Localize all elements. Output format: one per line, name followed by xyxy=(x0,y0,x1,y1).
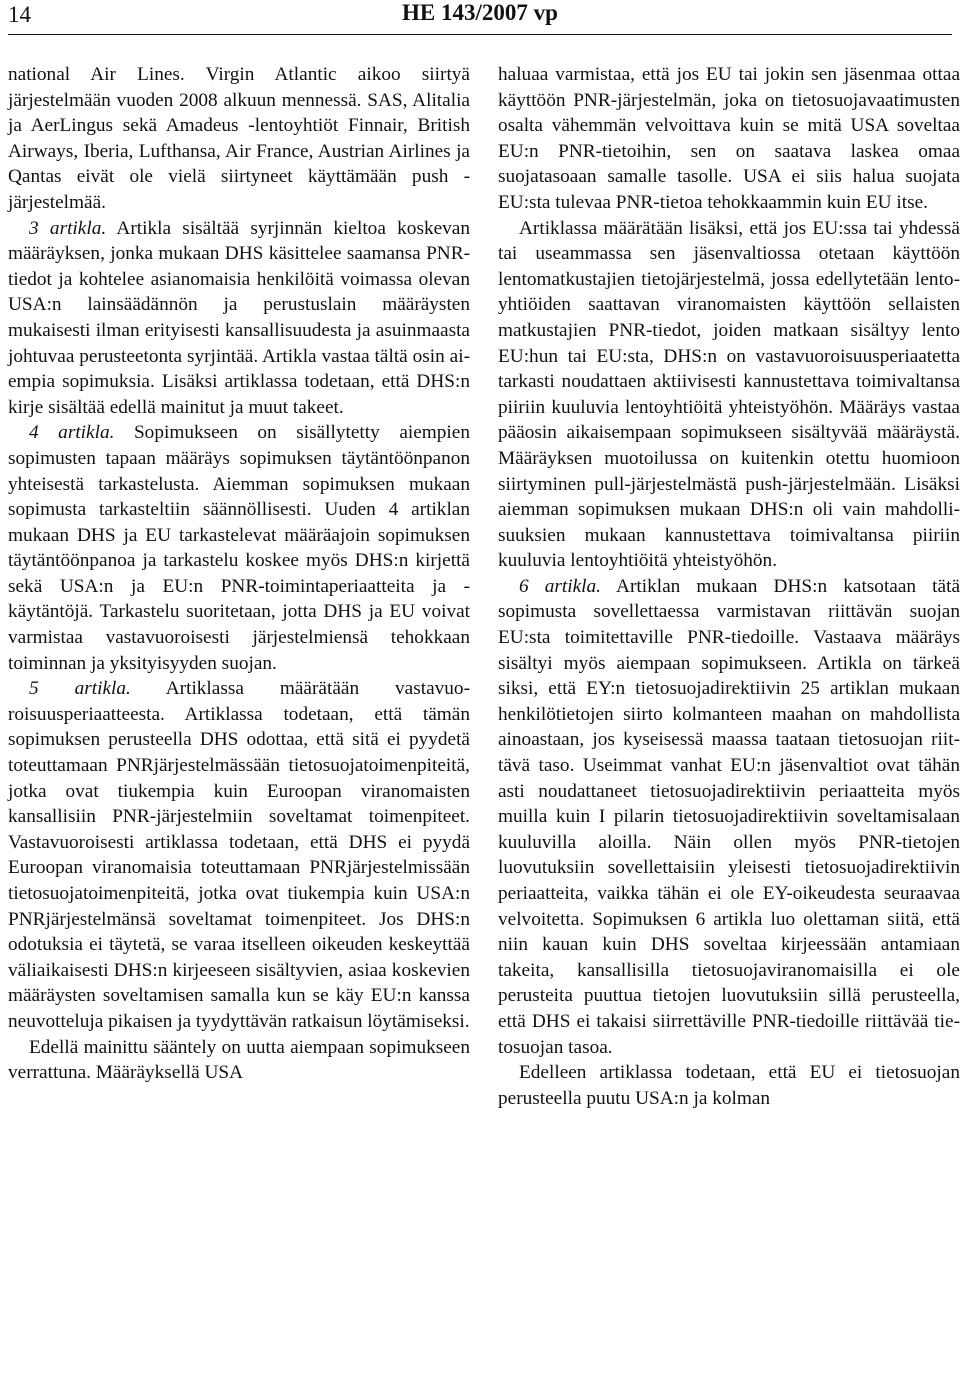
article-heading: 5 artikla. xyxy=(29,678,131,700)
paragraph-text: haluaa varmistaa, että jos EU tai jokin sen jäsenmaa ottaa käyttöön PNR-järjestelmän, joka on tietosuojavaatimusten osalta vähemmän velvoittava kuin se mitä USA soveltaa EU:n PNR-tietoihin, sen on saatava laskea omaa suojatasoaan samalle tasolle. USA ei siis halua suojata EU:sta tulevaa PNR-tietoa tehokkaammin kuin EU itse. xyxy=(498,64,960,213)
paragraph-text: Artikla sisältää syrjinnän kieltoa koskevan määräyksen, jonka mukaan DHS käsittelee saamansa PNR-tiedot ja kohtelee asianomaisia henkilöitä voimassa olevan USA:n lainsäädännön ja perustuslain määräysten mukaisesti ilman erityisesti kansallisuudesta ja asuinmaasta johtuvaa perusteetonta syrjintää. Artikla vastaa tältä osin aiempia sopimuksia. Lisäksi artiklassa todetaan, että DHS:n kirje sisältää edellä mainitut ja muut takeet. xyxy=(8,217,470,418)
document-id: HE 143/2007 vp xyxy=(402,0,558,25)
paragraph xyxy=(8,676,470,1034)
page-header xyxy=(0,0,960,44)
paragraph xyxy=(8,420,470,676)
continued-paragraph xyxy=(498,62,960,216)
paragraph-text: Artiklassa määrätään lisäksi, että jos EU:ssa tai yhdessä tai useammassa sen jäsenvaltiossa otetaan käyttöön lentomatkustajien tietojärjestelmä, jossa edellytetään lentoyhtiöiden saattavan viranomaisten käyttöön sellaisten matkustajien PNR-tiedot, joiden matkaan sisältyy lento EU:hun tai EU:sta, DHS:n on vastavuoroisuusperiaatetta tarkasti noudattaen aktiivisesti kannustettava toimivaltansa piiriin kuuluvia lentoyhtiöitä yhteistyöhön. Määräys vastaa pääosin aikaisempaan sopimukseen sisältyvää määräystä. Määräyksen muotoilussa on kuitenkin otettu huomioon siirtyminen pull-järjestelmästä push-järjestelmään. Lisäksi aiemman sopimuksen mukaan DHS:n oli vain mahdollisuuksien mukaan kannustettava toimivaltansa piiriin kuuluvia lentoyhtiöitä yhteistyöhön. xyxy=(498,217,960,572)
article-heading: 4 artikla. xyxy=(29,422,115,444)
paragraph xyxy=(8,216,470,421)
page-number: 14 xyxy=(8,2,31,27)
paragraph-text: Artiklan mukaan DHS:n katsotaan tätä sopimusta sovellettaessa varmistavan riittävän suojan EU:sta toimitettaville PNR-tiedoille. Vastaava määräys sisältyi myös aiempaan sopimukseen. Artikla on tärkeä siksi, että EY:n tietosuojadirektiivin 25 artiklan mukaan henkilötietojen siirto kolmanteen maahan on mahdollista ainoastaan, jos kyseisessä maassa taataan tietosuojan riittävä taso. Useimmat vanhat EU:n jäsenvaltiot ovat tähän asti noudattaneet tietosuojadirektiivin periaatteita myös muilla kuin I pilarin tietosuojadirektiivin soveltamisalaan kuuluvilla aloilla. Näin ollen myös PNR-tietojen luovutuksiin sovellettaisiin yleisesti tietosuojadirektiivin periaatteita, vaikka tähän ei ole EY-oikeudesta seuraavaa velvoitetta. Sopimuksen 6 artikla luo olettaman siitä, että niin kauan kuin DHS soveltaa kirjeessään antamiaan takeita, kansallisilla tietosuojaviranomaisilla ei ole perusteita puuttua tietojen luovutuksiin sillä perusteella, että DHS ei takaisi siirrettäville PNR-tiedoille riittävää tietosuojan tasoa. xyxy=(498,575,960,1058)
continued-paragraph xyxy=(8,62,470,216)
paragraph xyxy=(498,1060,960,1111)
paragraph-text: national Air Lines. Virgin Atlantic aikoo siirtyä järjestelmään vuoden 2008 alkuun mennessä. SAS, Alitalia ja AerLingus sekä Amadeus -lentoyhtiöt Finnair, British Airways, Iberia, Lufthansa, Air France, Austrian Airlines ja Qantas eivät ole vielä siirtyneet käyttämään push -järjestelmää. xyxy=(8,64,470,213)
paragraph-text: Sopimukseen on sisällytetty aiempien sopimusten tapaan määräys sopimuksen täytäntöönpanon yhteisestä tarkastelusta. Aiemman sopimuksen mukaan sopimusta tarkasteltiin säännöllisesti. Uuden 4 artiklan mukaan DHS ja EU tarkastelevat määräajoin sopimuksen täytäntöönpanoa ja tarkastelu koskee myös DHS:n kirjettä sekä USA:n ja EU:n PNR-toimintaperiaatteita ja -käytäntöjä. Tarkastelu suoritetaan, jotta DHS ja EU voivat varmistaa vastavuoroisesti järjestelmiensä tehokkaan toiminnan ja yksityisyyden suojan. xyxy=(8,422,470,674)
right-column xyxy=(498,62,960,1111)
paragraph xyxy=(8,1035,470,1086)
paragraph xyxy=(498,574,960,1060)
left-column xyxy=(8,62,470,1086)
paragraph xyxy=(498,216,960,574)
paragraph-text: Edellä mainittu sääntely on uutta aiempaan sopimukseen verrattuna. Määräyksellä USA xyxy=(8,1036,470,1084)
header-rule xyxy=(8,34,952,35)
paragraph-text: Edelleen artiklassa todetaan, että EU ei tietosuojan perusteella puutu USA:n ja kolman xyxy=(498,1062,960,1109)
article-heading: 6 artikla. xyxy=(519,575,601,597)
article-heading: 3 artikla. xyxy=(29,217,107,239)
paragraph-text: Artiklassa määrätään vastavuoroisuusperiaatteesta. Artiklassa todetaan, että tämän sopimuksen perusteella DHS odottaa, että sitä ei pyydetä toteuttamaan PNRjärjestelmässään tietosuojatoimenpiteitä, jotka ovat tiukempia kuin Euroopan viranomaisten kansallisiin PNR-järjestelmiin soveltamat toimenpiteet. Vastavuoroisesti artiklassa todetaan, että DHS ei pyydä Euroopan viranomaisia toteuttamaan PNRjärjestelmissään tietosuojatoimenpiteitä, jotka ovat tiukempia kuin USA:n PNRjärjestelmänsä soveltamat toimenpiteet. Jos DHS:n odotuksia ei täytetä, se varaa itselleen oikeuden keskeyttää väliaikaisesti DHS:n kirjeeseen sisältyvien, asiaa koskevien määräysten soveltamisen samalla kun se käy EU:n kanssa neuvotteluja pikaisen ja tyydyttävän ratkaisun löytämiseksi. xyxy=(8,678,470,1032)
